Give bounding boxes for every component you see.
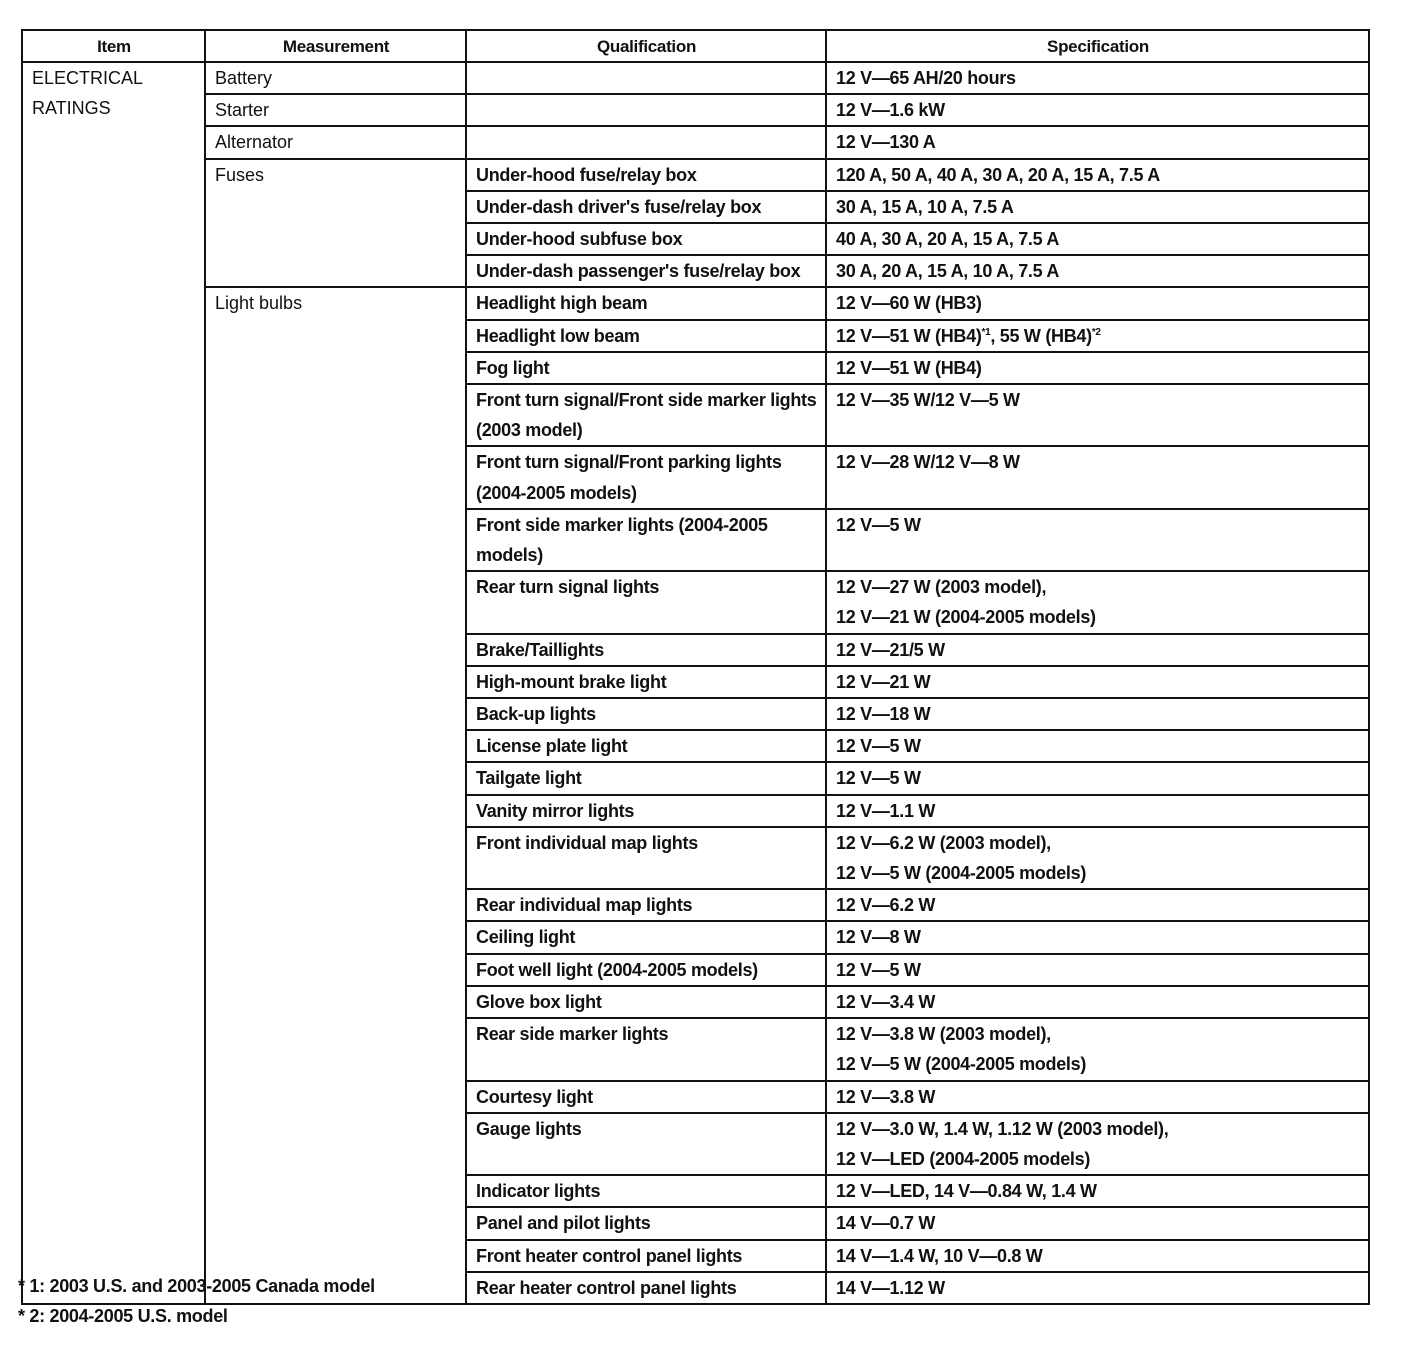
footnote-marker: *2	[1091, 326, 1101, 338]
specification-cell: 12 V—5 W	[826, 762, 1369, 794]
specification-cell	[826, 571, 1369, 633]
measurement-light-bulbs: Light bulbs	[205, 287, 466, 1304]
footnote-marker: *1	[981, 326, 991, 338]
specification-cell: 120 A, 50 A, 40 A, 30 A, 20 A, 15 A, 7.5 A	[826, 159, 1369, 191]
qualification-cell: Gauge lights	[466, 1113, 826, 1175]
specification-cell: 12 V—6.2 W	[826, 889, 1369, 921]
spec-battery: 12 V—65 AH/20 hours	[826, 62, 1369, 94]
item-label-line2: RATINGS	[32, 98, 111, 119]
qualification-cell: High-mount brake light	[466, 666, 826, 698]
specification-cell	[826, 320, 1369, 352]
specification-cell: 14 V—1.4 W, 10 V—0.8 W	[826, 1240, 1369, 1272]
qualification-cell: Rear heater control panel lights	[466, 1272, 826, 1304]
item-cell	[22, 62, 205, 1304]
specification-cell: 12 V—21 W	[826, 666, 1369, 698]
qualification-cell: Fog light	[466, 352, 826, 384]
footnote-2: * 2: 2004-2005 U.S. model	[18, 1306, 228, 1326]
electrical-ratings-table	[21, 29, 1370, 1305]
specification-cell: 12 V—60 W (HB3)	[826, 287, 1369, 319]
header-item: Item	[22, 30, 205, 62]
header-row	[22, 30, 1369, 62]
qualification-cell: Headlight high beam	[466, 287, 826, 319]
qualification-cell: Brake/Taillights	[466, 634, 826, 666]
qualification-cell: Under-hood fuse/relay box	[466, 159, 826, 191]
specification-cell: 12 V—21/5 W	[826, 634, 1369, 666]
measurement-fuses: Fuses	[205, 159, 466, 288]
qualification-cell	[466, 126, 826, 158]
spec-line: 12 V—5 W (2004-2005 models)	[836, 1054, 1087, 1075]
spec-line: 12 V—3.0 W, 1.4 W, 1.12 W (2003 model),	[836, 1118, 1169, 1139]
qualification-cell: Under-dash passenger's fuse/relay box	[466, 255, 826, 287]
qualification-cell: Front individual map lights	[466, 827, 826, 889]
specification-cell	[826, 827, 1369, 889]
specification-cell: 12 V—18 W	[826, 698, 1369, 730]
spec-line: 12 V—27 W (2003 model),	[836, 577, 1047, 598]
spec-line: 12 V—21 W (2004-2005 models)	[836, 607, 1096, 628]
qualification-cell: Rear side marker lights	[466, 1018, 826, 1080]
specification-cell: 12 V—1.1 W	[826, 795, 1369, 827]
specification-cell: 12 V—5 W	[826, 509, 1369, 571]
qualification-cell: Front heater control panel lights	[466, 1240, 826, 1272]
table-row	[22, 159, 1369, 191]
qualification-cell: Rear turn signal lights	[466, 571, 826, 633]
item-label-line1: ELECTRICAL	[32, 68, 144, 88]
header-specification: Specification	[826, 30, 1369, 62]
specification-cell: 12 V—3.4 W	[826, 986, 1369, 1018]
specification-cell: 30 A, 20 A, 15 A, 10 A, 7.5 A	[826, 255, 1369, 287]
spec-text: , 55 W (HB4)	[990, 325, 1092, 346]
specification-cell: 12 V—LED, 14 V—0.84 W, 1.4 W	[826, 1175, 1369, 1207]
measurement-starter: Starter	[205, 94, 466, 126]
header-measurement: Measurement	[205, 30, 466, 62]
measurement-alternator: Alternator	[205, 126, 466, 158]
specification-cell: 14 V—0.7 W	[826, 1207, 1369, 1239]
specification-cell: 12 V—5 W	[826, 954, 1369, 986]
qualification-cell	[466, 62, 826, 94]
qualification-cell: Tailgate light	[466, 762, 826, 794]
table-row	[22, 62, 1369, 94]
spec-alternator: 12 V—130 A	[826, 126, 1369, 158]
specification-cell: 40 A, 30 A, 20 A, 15 A, 7.5 A	[826, 223, 1369, 255]
specification-cell: 12 V—5 W	[826, 730, 1369, 762]
measurement-battery: Battery	[205, 62, 466, 94]
specification-cell: 12 V—3.8 W	[826, 1081, 1369, 1113]
qualification-cell: Front turn signal/Front parking lights (2004-2005 models)	[466, 446, 826, 508]
qualification-cell: Front side marker lights (2004-2005 models)	[466, 509, 826, 571]
qualification-cell: Indicator lights	[466, 1175, 826, 1207]
qualification-cell: Foot well light (2004-2005 models)	[466, 954, 826, 986]
specification-cell: 12 V—51 W (HB4)	[826, 352, 1369, 384]
footnote-1: * 1: 2003 U.S. and 2003-2005 Canada model	[18, 1276, 375, 1296]
table-row	[22, 94, 1369, 126]
spec-text: 12 V—51 W (HB4)	[836, 325, 982, 346]
spec-line: 12 V—6.2 W (2003 model),	[836, 832, 1051, 853]
qualification-cell: Panel and pilot lights	[466, 1207, 826, 1239]
qualification-cell: Headlight low beam	[466, 320, 826, 352]
specification-cell: 30 A, 15 A, 10 A, 7.5 A	[826, 191, 1369, 223]
specification-cell: 14 V—1.12 W	[826, 1272, 1369, 1304]
spec-starter: 12 V—1.6 kW	[826, 94, 1369, 126]
qualification-cell: License plate light	[466, 730, 826, 762]
spec-line: 12 V—3.8 W (2003 model),	[836, 1024, 1051, 1045]
header-qualification: Qualification	[466, 30, 826, 62]
specification-cell: 12 V—8 W	[826, 921, 1369, 953]
qualification-cell: Courtesy light	[466, 1081, 826, 1113]
specification-cell: 12 V—28 W/12 V—8 W	[826, 446, 1369, 508]
qualification-cell: Under-dash driver's fuse/relay box	[466, 191, 826, 223]
qualification-cell: Front turn signal/Front side marker lights (2003 model)	[466, 384, 826, 446]
qualification-cell: Glove box light	[466, 986, 826, 1018]
spec-line: 12 V—5 W (2004-2005 models)	[836, 863, 1087, 884]
qualification-cell: Rear individual map lights	[466, 889, 826, 921]
spec-line: 12 V—LED (2004-2005 models)	[836, 1148, 1091, 1169]
table-row	[22, 126, 1369, 158]
qualification-cell	[466, 94, 826, 126]
qualification-cell: Back-up lights	[466, 698, 826, 730]
qualification-cell: Ceiling light	[466, 921, 826, 953]
specification-cell: 12 V—35 W/12 V—5 W	[826, 384, 1369, 446]
specification-cell	[826, 1113, 1369, 1175]
specification-cell	[826, 1018, 1369, 1080]
table-row	[22, 287, 1369, 319]
qualification-cell: Vanity mirror lights	[466, 795, 826, 827]
qualification-cell: Under-hood subfuse box	[466, 223, 826, 255]
